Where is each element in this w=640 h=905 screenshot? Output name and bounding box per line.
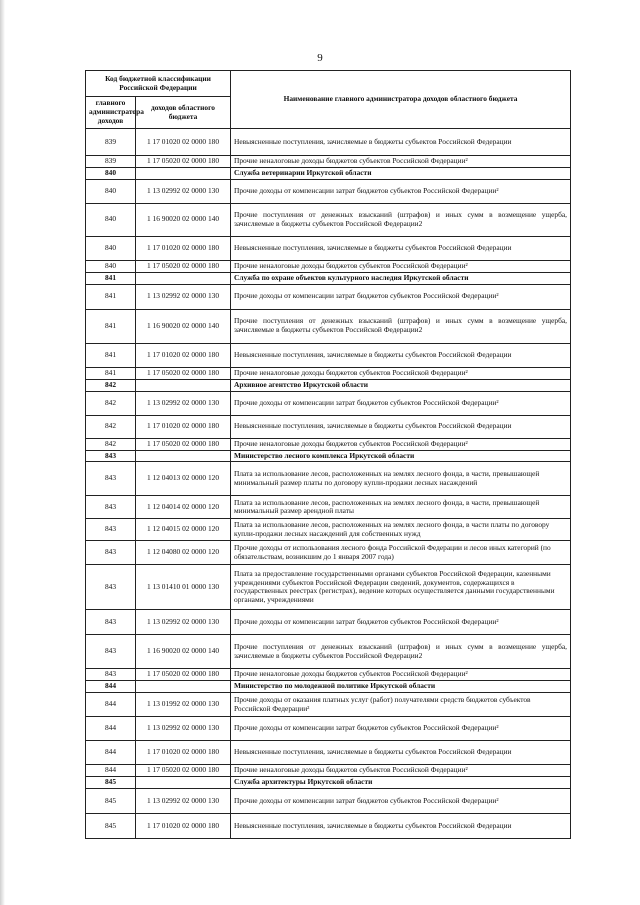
income-code-cell: [136, 272, 231, 284]
table-row: [86, 438, 571, 450]
table-row: [86, 343, 571, 367]
income-name-cell: Невыясненные поступления, зачисляемые в бюджеты субъектов Российской Федерации: [231, 741, 571, 765]
income-code-cell: 1 17 01020 02 0000 180: [136, 343, 231, 367]
income-name-cell: Плата за использование лесов, расположенных на землях лесного фонда, в части платы по договору купли-продажи лесных насаждений для собственных нужд: [231, 519, 571, 541]
page-number: 9: [317, 52, 323, 64]
admin-code-cell: 844: [86, 765, 136, 777]
income-name-cell: Прочие доходы от компенсации затрат бюджетов субъектов Российской Федерации²: [231, 717, 571, 741]
admin-code-cell: 842: [86, 415, 136, 438]
admin-code-cell: 843: [86, 635, 136, 669]
admin-code-cell: 841: [86, 272, 136, 284]
income-code-cell: [136, 777, 231, 789]
table-row: [86, 610, 571, 635]
table-row: [86, 367, 571, 379]
header-income-code: доходов областного бюджета: [136, 97, 231, 129]
income-name-cell: Прочие неналоговые доходы бюджетов субъектов Российской Федерации²: [231, 260, 571, 272]
table-row: [86, 717, 571, 741]
income-code-cell: 1 16 90020 02 0000 140: [136, 309, 231, 343]
admin-code-cell: 843: [86, 450, 136, 462]
income-name-cell: Прочие доходы от компенсации затрат бюджетов субъектов Российской Федерации²: [231, 284, 571, 309]
income-code-cell: 1 13 01410 01 0000 130: [136, 565, 231, 610]
income-code-cell: 1 13 02992 02 0000 130: [136, 717, 231, 741]
admin-code-cell: 842: [86, 438, 136, 450]
scan-edge-shadow: [0, 0, 5, 905]
table-row: [86, 496, 571, 519]
section-row: [86, 168, 571, 180]
admin-code-cell: 841: [86, 343, 136, 367]
income-code-cell: 1 12 04013 02 0000 120: [136, 462, 231, 496]
admin-code-cell: 843: [86, 541, 136, 565]
admin-code-cell: 842: [86, 379, 136, 391]
income-name-cell: Плата за использование лесов, расположенных на землях лесного фонда, в части, превышающей минимальный размер арендной платы: [231, 496, 571, 519]
header-admin-code: главного администратора доходов: [86, 97, 136, 129]
income-name-cell: Служба по охране объектов культурного наследия Иркутской области: [231, 272, 571, 284]
income-code-cell: 1 12 04015 02 0000 120: [136, 519, 231, 541]
income-code-cell: 1 17 05020 02 0000 180: [136, 260, 231, 272]
income-name-cell: Плата за использование лесов, расположенных на землях лесного фонда, в части, превышающей минимальный размер платы по договору купли-продажи лесных насаждений: [231, 462, 571, 496]
income-code-cell: 1 17 05020 02 0000 180: [136, 669, 231, 681]
section-row: [86, 450, 571, 462]
table-row: [86, 309, 571, 343]
income-name-cell: Министерство по молодежной политике Иркутской области: [231, 681, 571, 693]
income-name-cell: Прочие поступления от денежных взысканий (штрафов) и иных сумм в возмещение ущерба, зачисляемые в бюджеты субъектов Российской Федерации2: [231, 635, 571, 669]
admin-code-cell: 845: [86, 777, 136, 789]
admin-code-cell: 844: [86, 741, 136, 765]
income-name-cell: Архивное агентство Иркутской области: [231, 379, 571, 391]
table-row: [86, 814, 571, 839]
income-code-cell: [136, 681, 231, 693]
income-code-cell: 1 17 01020 02 0000 180: [136, 236, 231, 260]
admin-code-cell: 845: [86, 789, 136, 814]
admin-code-cell: 844: [86, 693, 136, 717]
income-name-cell: Прочие доходы от компенсации затрат бюджетов субъектов Российской Федерации²: [231, 789, 571, 814]
admin-code-cell: 840: [86, 203, 136, 236]
admin-code-cell: 843: [86, 462, 136, 496]
income-name-cell: Прочие неналоговые доходы бюджетов субъектов Российской Федерации²: [231, 669, 571, 681]
income-name-cell: Прочие доходы от компенсации затрат бюджетов субъектов Российской Федерации²: [231, 610, 571, 635]
table-row: [86, 415, 571, 438]
section-row: [86, 681, 571, 693]
admin-code-cell: 844: [86, 717, 136, 741]
income-code-cell: 1 13 02992 02 0000 130: [136, 610, 231, 635]
table-row: [86, 635, 571, 669]
income-name-cell: Невыясненные поступления, зачисляемые в бюджеты субъектов Российской Федерации: [231, 343, 571, 367]
header-code-group: Код бюджетной классификации Российской Федерации: [86, 71, 231, 97]
income-name-cell: Невыясненные поступления, зачисляемые в бюджеты субъектов Российской Федерации: [231, 415, 571, 438]
table-row: [86, 236, 571, 260]
income-code-cell: [136, 168, 231, 180]
table-header: [86, 71, 571, 129]
table-body: [86, 129, 571, 839]
income-name-cell: Невыясненные поступления, зачисляемые в бюджеты субъектов Российской Федерации: [231, 129, 571, 156]
income-name-cell: Прочие неналоговые доходы бюджетов субъектов Российской Федерации²: [231, 765, 571, 777]
income-code-cell: 1 13 02992 02 0000 130: [136, 284, 231, 309]
income-code-cell: 1 17 01020 02 0000 180: [136, 814, 231, 839]
admin-code-cell: 841: [86, 367, 136, 379]
income-code-cell: [136, 450, 231, 462]
income-code-cell: 1 17 05020 02 0000 180: [136, 438, 231, 450]
admin-code-cell: 841: [86, 309, 136, 343]
section-row: [86, 379, 571, 391]
table-row: [86, 203, 571, 236]
admin-code-cell: 840: [86, 179, 136, 203]
income-name-cell: Плата за предоставление государственными органами субъектов Российской Федерации, казенными учреждениями субъектов Российской Федерации сведений, документов, содержащихся в государственных реестрах (регистрах), ведение которых осуществляется данными государственными органами, учреждениями: [231, 565, 571, 610]
income-name-cell: Прочие доходы от компенсации затрат бюджетов субъектов Российской Федерации²: [231, 179, 571, 203]
admin-code-cell: 844: [86, 681, 136, 693]
table-row: [86, 156, 571, 168]
income-code-cell: [136, 379, 231, 391]
income-name-cell: Служба ветеринарии Иркутской области: [231, 168, 571, 180]
section-row: [86, 777, 571, 789]
admin-code-cell: 841: [86, 284, 136, 309]
income-name-cell: Прочие доходы от использования лесного фонда Российской Федерации и лесов иных категорий (по обязательствам, возникшим до 1 января 2007 года): [231, 541, 571, 565]
income-code-cell: 1 17 01020 02 0000 180: [136, 415, 231, 438]
admin-code-cell: 843: [86, 519, 136, 541]
income-name-cell: Прочие неналоговые доходы бюджетов субъектов Российской Федерации²: [231, 438, 571, 450]
income-name-cell: Прочие доходы от оказания платных услуг (работ) получателями средств бюджетов субъектов Российской Федерации²: [231, 693, 571, 717]
income-code-cell: 1 16 90020 02 0000 140: [136, 635, 231, 669]
admin-code-cell: 839: [86, 129, 136, 156]
admin-code-cell: 843: [86, 565, 136, 610]
income-code-cell: 1 17 05020 02 0000 180: [136, 156, 231, 168]
income-code-cell: 1 17 05020 02 0000 180: [136, 765, 231, 777]
table-row: [86, 541, 571, 565]
admin-code-cell: 845: [86, 814, 136, 839]
table-row: [86, 179, 571, 203]
table-row: [86, 765, 571, 777]
income-code-cell: 1 12 04014 02 0000 120: [136, 496, 231, 519]
income-code-cell: 1 17 01020 02 0000 180: [136, 741, 231, 765]
admin-code-cell: 840: [86, 236, 136, 260]
table-row: [86, 693, 571, 717]
table-row: [86, 669, 571, 681]
income-name-cell: Служба архитектуры Иркутской области: [231, 777, 571, 789]
table-row: [86, 284, 571, 309]
income-name-cell: Невыясненные поступления, зачисляемые в бюджеты субъектов Российской Федерации: [231, 236, 571, 260]
income-code-cell: 1 13 01992 02 0000 130: [136, 693, 231, 717]
income-name-cell: Прочие поступления от денежных взысканий (штрафов) и иных сумм в возмещение ущерба, зачисляемые в бюджеты субъектов Российской Федерации2: [231, 203, 571, 236]
table-row: [86, 565, 571, 610]
income-code-cell: 1 16 90020 02 0000 140: [136, 203, 231, 236]
income-name-cell: Прочие неналоговые доходы бюджетов субъектов Российской Федерации²: [231, 367, 571, 379]
table-row: [86, 462, 571, 496]
admin-code-cell: 843: [86, 669, 136, 681]
budget-classification-table: [85, 70, 571, 839]
table-row: [86, 789, 571, 814]
income-code-cell: 1 17 05020 02 0000 180: [136, 367, 231, 379]
income-code-cell: 1 17 01020 02 0000 180: [136, 129, 231, 156]
admin-code-cell: 843: [86, 610, 136, 635]
admin-code-cell: 840: [86, 260, 136, 272]
table-row: [86, 129, 571, 156]
header-admin-name: Наименование главного администратора доходов областного бюджета: [231, 71, 571, 129]
admin-code-cell: 840: [86, 168, 136, 180]
admin-code-cell: 843: [86, 496, 136, 519]
table-row: [86, 260, 571, 272]
income-code-cell: 1 13 02992 02 0000 130: [136, 391, 231, 415]
table-row: [86, 741, 571, 765]
income-name-cell: Прочие поступления от денежных взысканий (штрафов) и иных сумм в возмещение ущерба, зачисляемые в бюджеты субъектов Российской Федерации2: [231, 309, 571, 343]
income-name-cell: Невыясненные поступления, зачисляемые в бюджеты субъектов Российской Федерации: [231, 814, 571, 839]
table-row: [86, 519, 571, 541]
admin-code-cell: 839: [86, 156, 136, 168]
income-code-cell: 1 12 04080 02 0000 120: [136, 541, 231, 565]
admin-code-cell: 842: [86, 391, 136, 415]
income-code-cell: 1 13 02992 02 0000 130: [136, 179, 231, 203]
income-name-cell: Прочие неналоговые доходы бюджетов субъектов Российской Федерации²: [231, 156, 571, 168]
section-row: [86, 272, 571, 284]
income-name-cell: Прочие доходы от компенсации затрат бюджетов субъектов Российской Федерации²: [231, 391, 571, 415]
income-name-cell: Министерство лесного комплекса Иркутской области: [231, 450, 571, 462]
table-row: [86, 391, 571, 415]
income-code-cell: 1 13 02992 02 0000 130: [136, 789, 231, 814]
